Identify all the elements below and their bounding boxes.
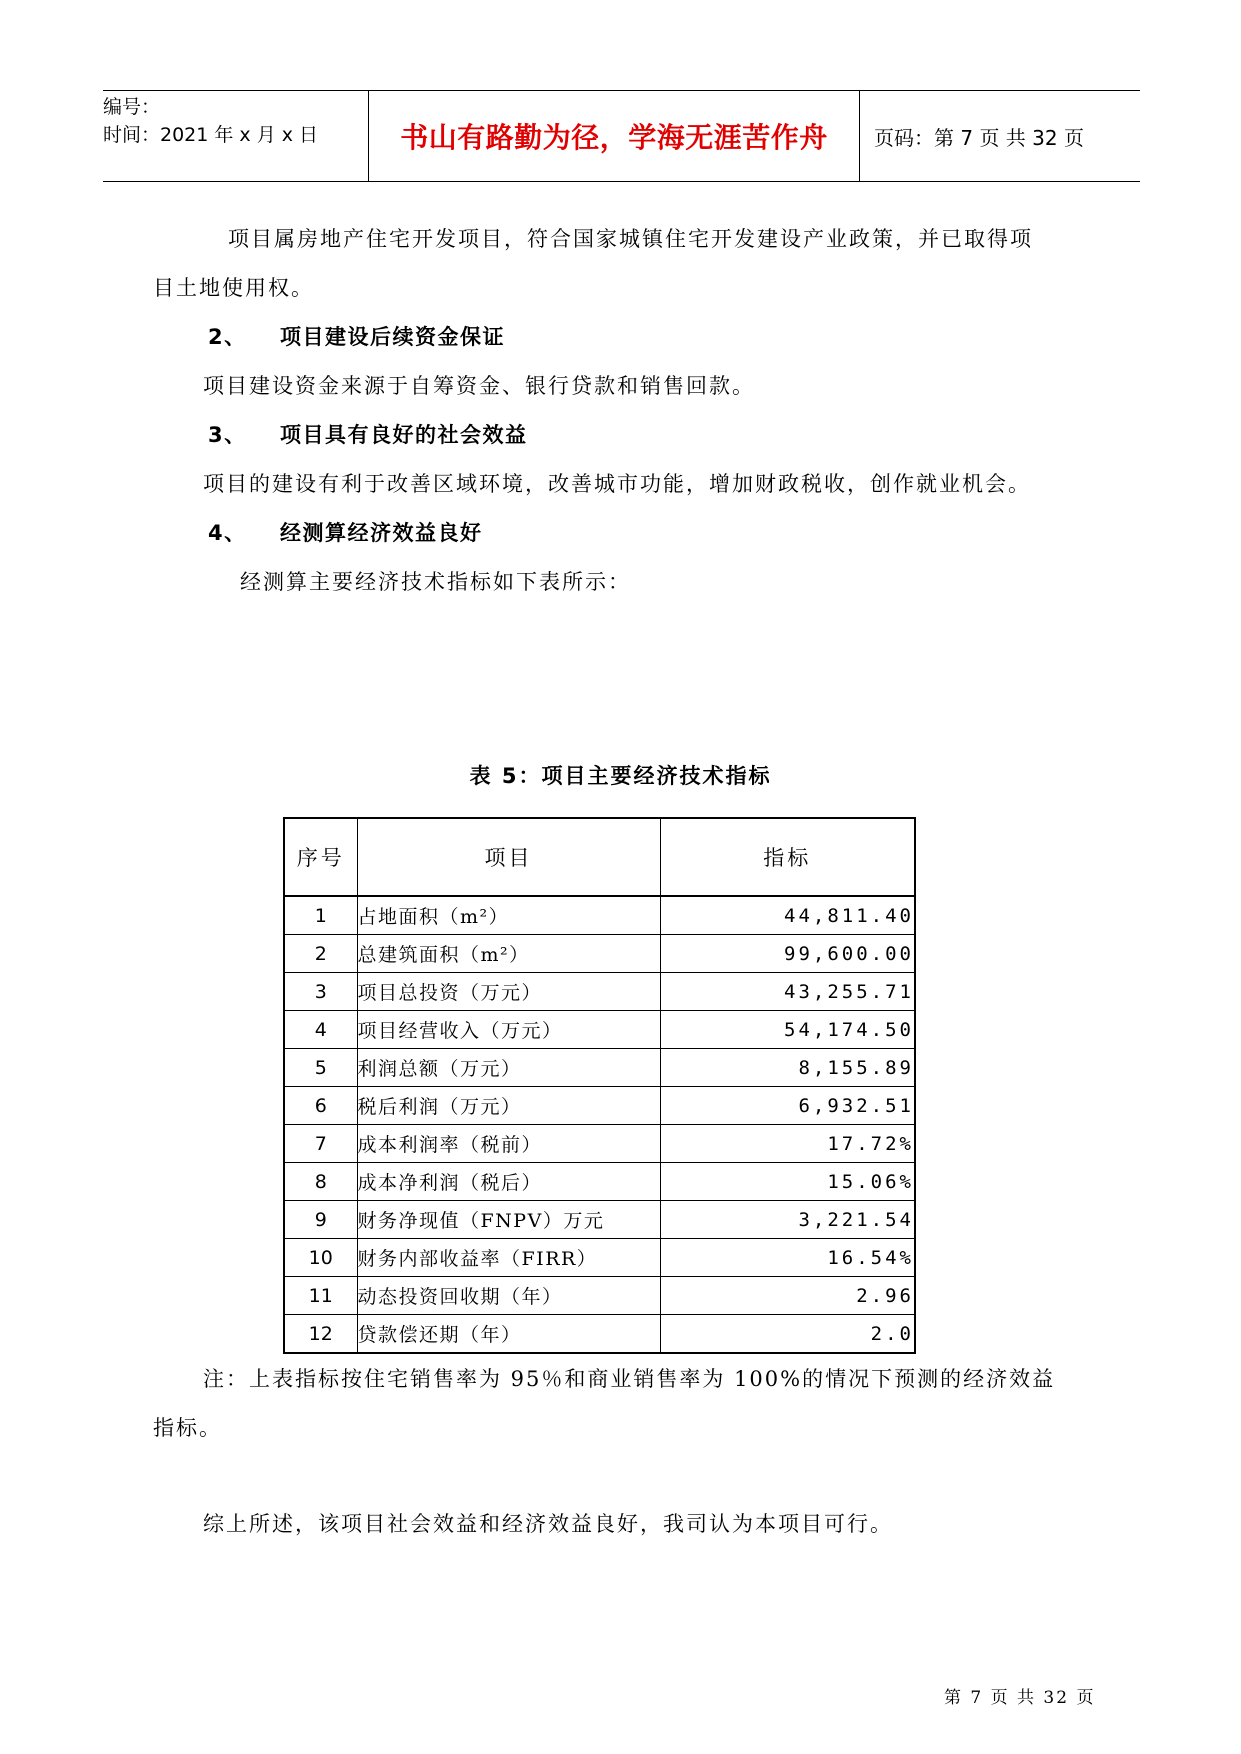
conclusion-paragraph: 综上所述，该项目社会效益和经济效益良好，我司认为本项目可行。 [203, 1512, 893, 1536]
table-row [284, 896, 915, 935]
row-index: 2 [284, 935, 357, 973]
header-meta [103, 91, 368, 181]
column-header-index: 序号 [284, 818, 357, 896]
row-index: 9 [284, 1201, 357, 1239]
table-row [284, 1011, 915, 1049]
section-title: 项目建设后续资金保证 [280, 325, 505, 349]
row-value: 2.96 [660, 1277, 915, 1315]
section-title: 项目具有良好的社会效益 [280, 423, 528, 447]
header-code-label: 编号： [103, 96, 161, 118]
row-item: 成本净利润（税后） [357, 1163, 660, 1201]
header-time: 时间：2021 年 x 月 x 日 [103, 124, 319, 146]
row-index: 8 [284, 1163, 357, 1201]
row-index: 11 [284, 1277, 357, 1315]
row-value: 6,932.51 [660, 1087, 915, 1125]
table-row [284, 1315, 915, 1354]
section-heading-2 [208, 321, 505, 351]
paragraph-intro-line1: 项目属房地产住宅开发项目，符合国家城镇住宅开发建设产业政策，并已取得项 [228, 227, 1033, 251]
table-row [284, 1201, 915, 1239]
row-item: 动态投资回收期（年） [357, 1277, 660, 1315]
row-value: 44,811.40 [660, 896, 915, 935]
row-index: 7 [284, 1125, 357, 1163]
table-row [284, 1277, 915, 1315]
row-index: 3 [284, 973, 357, 1011]
row-value: 15.06% [660, 1163, 915, 1201]
row-value: 2.0 [660, 1315, 915, 1354]
section-number: 4、 [208, 521, 247, 545]
header-slogan: 书山有路勤为径，学海无涯苦作舟 [368, 91, 860, 181]
row-value: 54,174.50 [660, 1011, 915, 1049]
row-index: 4 [284, 1011, 357, 1049]
table-row [284, 973, 915, 1011]
section-number: 2、 [208, 325, 247, 349]
row-index: 1 [284, 896, 357, 935]
row-value: 99,600.00 [660, 935, 915, 973]
table-caption: 表 5：项目主要经济技术指标 [469, 764, 772, 788]
page-header [103, 90, 1140, 182]
column-header-value: 指标 [660, 818, 915, 896]
table-row [284, 935, 915, 973]
row-value: 8,155.89 [660, 1049, 915, 1087]
row-item: 项目经营收入（万元） [357, 1011, 660, 1049]
row-item: 财务净现值（FNPV）万元 [357, 1201, 660, 1239]
row-index: 12 [284, 1315, 357, 1354]
page-footer: 第 7 页 共 32 页 [944, 1688, 1096, 1708]
row-item: 财务内部收益率（FIRR） [357, 1239, 660, 1277]
metrics-table [283, 817, 916, 1354]
paragraph-funding: 项目建设资金来源于自筹资金、银行贷款和销售回款。 [203, 374, 755, 398]
row-value: 3,221.54 [660, 1201, 915, 1239]
row-item: 税后利润（万元） [357, 1087, 660, 1125]
row-item: 总建筑面积（m²） [357, 935, 660, 973]
row-value: 43,255.71 [660, 973, 915, 1011]
row-value: 16.54% [660, 1239, 915, 1277]
table-row [284, 1049, 915, 1087]
table-row [284, 1087, 915, 1125]
table-note-line2: 指标。 [153, 1416, 222, 1440]
row-index: 6 [284, 1087, 357, 1125]
table-row [284, 1125, 915, 1163]
paragraph-social: 项目的建设有利于改善区域环境，改善城市功能，增加财政税收，创作就业机会。 [203, 472, 1031, 496]
section-heading-4 [208, 517, 483, 547]
row-value: 17.72% [660, 1125, 915, 1163]
header-page-info: 页码：第 7 页 共 32 页 [874, 125, 1084, 150]
paragraph-intro-line2: 目土地使用权。 [153, 276, 314, 300]
row-item: 占地面积（m²） [357, 896, 660, 935]
row-index: 5 [284, 1049, 357, 1087]
column-header-item: 项目 [357, 818, 660, 896]
section-number: 3、 [208, 423, 247, 447]
section-heading-3 [208, 419, 528, 449]
table-row [284, 1239, 915, 1277]
table-header-row [284, 818, 915, 896]
row-item: 成本利润率（税前） [357, 1125, 660, 1163]
row-item: 利润总额（万元） [357, 1049, 660, 1087]
table-note-line1: 注：上表指标按住宅销售率为 95％和商业销售率为 100%的情况下预测的经济效益 [203, 1367, 1056, 1391]
section-title: 经测算经济效益良好 [280, 521, 483, 545]
table-row [284, 1163, 915, 1201]
row-index: 10 [284, 1239, 357, 1277]
row-item: 贷款偿还期（年） [357, 1315, 660, 1354]
row-item: 项目总投资（万元） [357, 973, 660, 1011]
paragraph-table-intro: 经测算主要经济技术指标如下表所示： [240, 570, 631, 594]
